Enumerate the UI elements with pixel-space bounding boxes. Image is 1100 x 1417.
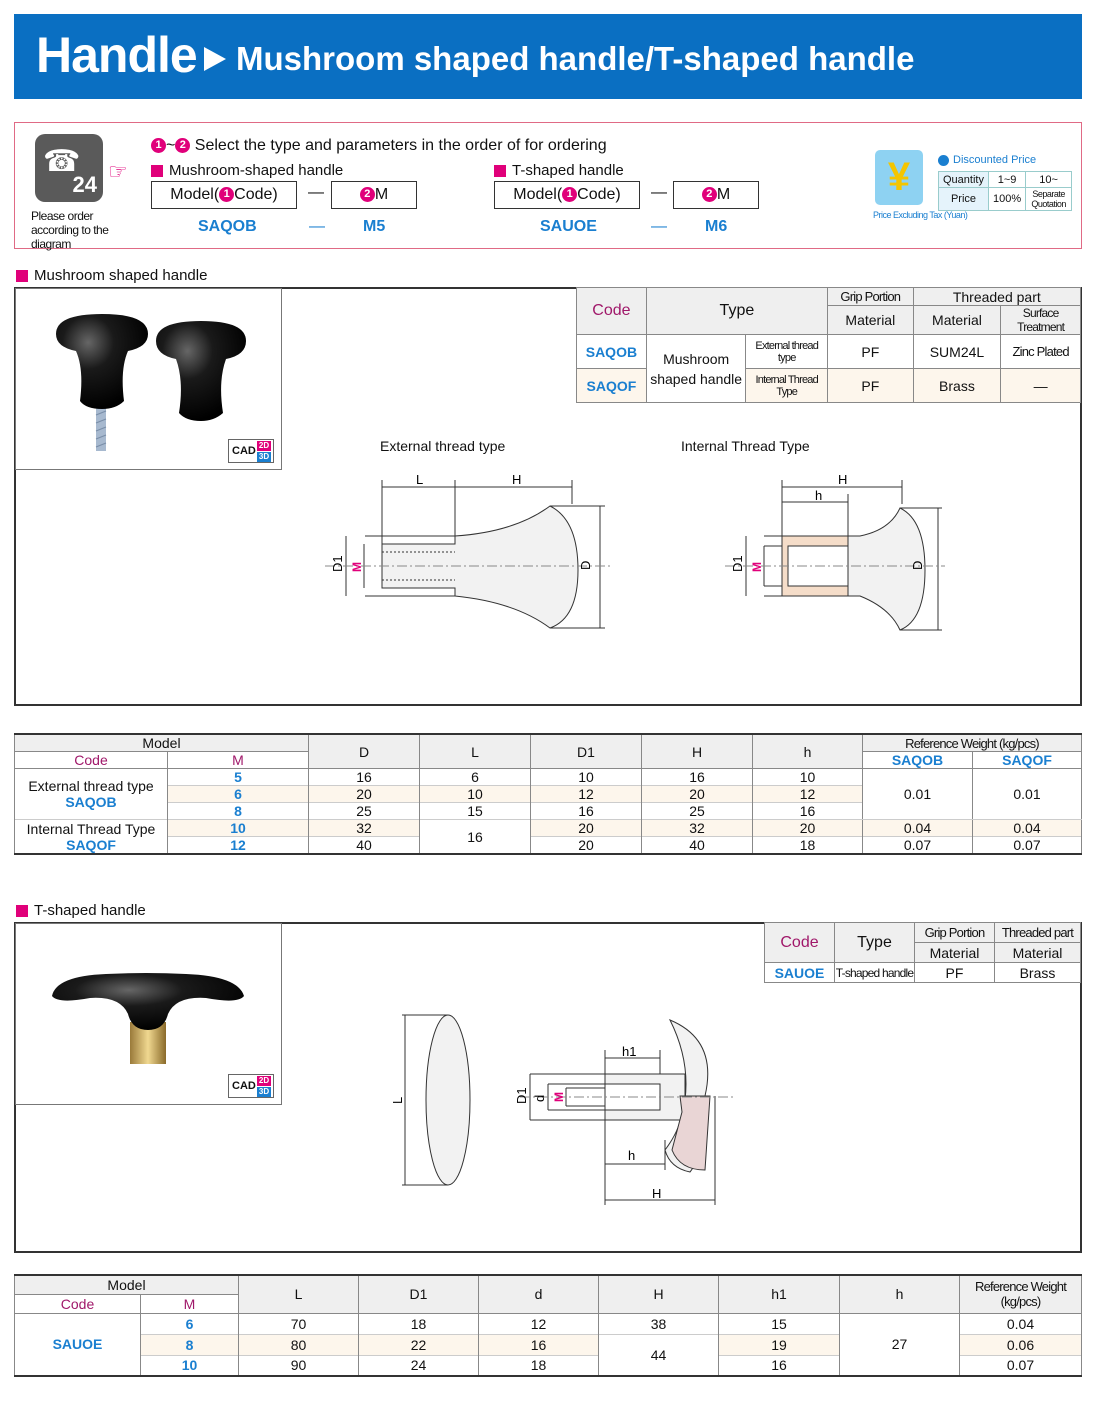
svg-text:D1: D1 [330,555,345,572]
mushroom-order-title: Mushroom-shaped handle [151,162,343,179]
external-thread-drawing [320,460,620,650]
yen-icon: ¥ [875,150,923,205]
svg-text:L: L [390,1096,405,1104]
triangle-arrow-icon [204,47,226,71]
order-instruction: 1 ~ 2 Select the type and parameters in the order of for ordering [151,137,607,155]
section-title-tshape: T-shaped handle [16,902,146,919]
svg-text:h: h [628,1148,636,1163]
tshape-spec-table: Code Type Grip Portion Threaded part Material Material SAUOE T-shaped handle PF Brass [764,922,1081,983]
cad-badge[interactable]: CAD 2D 3D [228,439,274,463]
tshape-photo [15,923,282,1105]
model-code-box: Model( 1 Code) [151,181,297,209]
svg-text:H: H [652,1186,662,1201]
drawing-title-external: External thread type [380,438,506,454]
svg-text:H: H [512,472,522,487]
dash: — [308,184,324,201]
header-subtitle: Mushroom shaped handle/T-shaped handle [236,40,915,77]
t-example-m: M6 [705,218,728,235]
svg-text:M: M [350,562,364,572]
svg-text:M: M [750,562,764,572]
discounted-price-label: Discounted Price [938,154,1036,166]
svg-text:D1: D1 [514,1087,529,1104]
svg-text:h: h [815,488,823,503]
m-box: 2 M [673,181,759,209]
svg-text:L: L [416,472,424,487]
mushroom-spec-table: Code Type Grip Portion Threaded part Material Material Surface Treatment SAQOB Mushroom shaped handle External thread type PF SUM24L Zinc Plated SAQOF Internal Thread Type PF Brass — [576,287,1081,403]
svg-text:M: M [552,1092,566,1102]
page-header [14,14,1082,99]
svg-text:H: H [838,472,848,487]
svg-text:D: D [578,560,593,570]
dash: — [309,218,325,235]
svg-text:D1: D1 [730,555,745,572]
cad-badge[interactable]: CAD 2D 3D [228,1074,274,1098]
internal-thread-drawing [720,460,950,650]
order-instructions-box [14,122,1082,249]
t-order-title: T-shaped handle [494,162,624,179]
t-example-code: SAUOE [540,218,597,235]
model-code-box: Model( 1 Code) [494,181,640,209]
mushroom-photo [15,288,282,470]
dash: — [651,184,667,201]
section-title-mushroom: Mushroom shaped handle [16,267,207,284]
pointing-hand-icon: ☞ [108,159,128,184]
drawing-title-internal: Internal Thread Type [681,438,810,454]
price-tax-note: Price Excluding Tax (Yuan) [873,210,968,220]
phone-24-icon: ☎ 24 [35,134,103,202]
svg-text:D: D [910,560,925,570]
price-table: Quantity 1~9 10~ Price 100% Separate Quotation [938,171,1072,211]
mushroom-dimension-table: Model D L D1 H h Reference Weight (kg/pcs) Code M SAQOB SAQOF External thread type SAQOB 5 16 6 10 16 10 0.01 0.01 6 20 10 12 20 12 8 25 15 16 25 16 Internal Thread Type SAQOF 10 32 16 20 32 20 0.04 0.04 12 40 20 40 18 0.07 0.07 [14,733,1082,855]
header-title: Handle [36,27,197,83]
svg-text:d: d [532,1094,547,1102]
mushroom-example-m: M5 [363,218,386,235]
dash: — [651,218,667,235]
mushroom-example-code: SAQOB [198,218,257,235]
svg-text:h1: h1 [622,1044,637,1059]
m-box: 2 M [331,181,417,209]
t-handle-drawing [380,1000,740,1210]
order-note: Please order according to the diagram [31,209,109,251]
tshape-dimension-table: Model L D1 d H h1 h Reference Weight (kg/pcs) Code M SAUOE 6 70 18 12 38 15 27 0.04 8 80 22 16 44 19 0.06 10 90 24 18 16 0.07 [14,1274,1082,1377]
